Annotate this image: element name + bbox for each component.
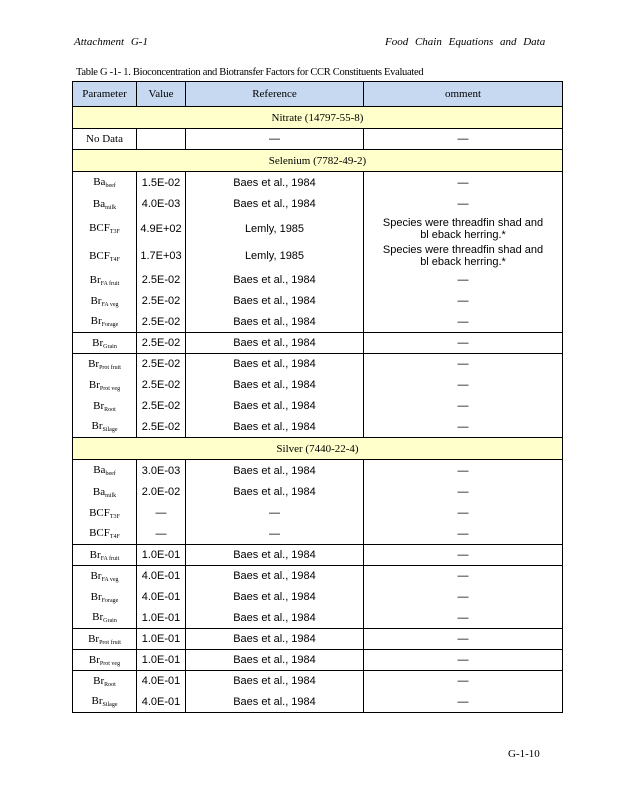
comment-cell: — [364, 375, 563, 396]
parameter-subscript: Prot veg [99, 660, 121, 667]
parameter-symbol: Br [89, 273, 101, 286]
section-title: Nitrate (14797-55-8) [73, 107, 563, 129]
parameter-symbol: Ba [92, 485, 106, 498]
parameter-symbol: Br [90, 315, 102, 328]
parameter-symbol: No Data [86, 132, 123, 145]
comment-cell: Species were threadfin shad and bl eback herring.* [364, 243, 563, 270]
table-header-row [73, 82, 563, 107]
comment-cell: — [364, 396, 563, 417]
parameter-subscript: T3F [109, 229, 120, 235]
table-row [73, 333, 563, 354]
value-cell: 2.5E-02 [137, 375, 186, 396]
parameter-subscript: FA veg [101, 576, 119, 583]
value-cell: 4.0E-01 [137, 587, 186, 608]
value-cell: 1.0E-01 [137, 545, 186, 566]
value-cell: 4.0E-01 [137, 671, 186, 692]
parameter-subscript: Grain [103, 618, 117, 625]
parameter-subscript: milk [105, 492, 117, 499]
table-row [73, 243, 563, 270]
parameter-subscript: Silage [102, 702, 118, 709]
table-row [73, 671, 563, 692]
table-row [73, 291, 563, 312]
parameter-subscript: T4F [109, 256, 120, 263]
value-cell: 1.0E-01 [137, 608, 186, 629]
comment-cell: — [364, 354, 563, 375]
reference-cell: Baes et al., 1984 [186, 608, 364, 629]
value-cell: 2.0E-02 [137, 482, 186, 503]
table-row [73, 650, 563, 671]
value-cell: 2.5E-02 [137, 333, 186, 354]
reference-cell: Baes et al., 1984 [186, 375, 364, 396]
parameter-cell [73, 396, 137, 417]
value-cell [137, 129, 186, 150]
table-row [73, 692, 563, 713]
comment-cell: — [364, 270, 563, 291]
parameter-cell [73, 482, 137, 503]
reference-cell: Baes et al., 1984 [186, 671, 364, 692]
parameter-symbol: Br [90, 294, 102, 307]
reference-cell: Lemly, 1985 [186, 243, 364, 270]
table-row [73, 460, 563, 482]
reference-cell: Baes et al., 1984 [186, 417, 364, 438]
value-cell: 1.5E-02 [137, 172, 186, 194]
parameter-cell [73, 566, 137, 587]
parameter-subscript: Forage [101, 322, 119, 329]
reference-cell: Baes et al., 1984 [186, 482, 364, 503]
parameter-cell [73, 650, 137, 671]
column-header-reference: Reference [186, 82, 364, 107]
parameter-subscript: T4F [109, 534, 120, 541]
parameter-symbol: Ba [93, 176, 106, 189]
reference-cell: Baes et al., 1984 [186, 692, 364, 713]
value-cell: 4.0E-03 [137, 194, 186, 215]
column-header-comment: omment [364, 82, 563, 107]
parameter-symbol: Br [92, 611, 104, 624]
comment-cell: — [364, 312, 563, 333]
parameter-cell [73, 172, 137, 194]
comment-cell: — [364, 671, 563, 692]
comment-cell: — [364, 503, 563, 524]
parameter-symbol: Br [88, 653, 100, 666]
value-cell: 2.5E-02 [137, 417, 186, 438]
page-number: G-1-10 [508, 748, 540, 760]
comment-cell: — [364, 482, 563, 503]
parameter-subscript: T3F [109, 513, 120, 520]
reference-cell: Baes et al., 1984 [186, 194, 364, 215]
parameter-cell [73, 671, 137, 692]
parameter-subscript: FA veg [101, 301, 119, 308]
table-row [73, 215, 563, 243]
table-row [73, 587, 563, 608]
value-cell: 2.5E-02 [137, 396, 186, 417]
section-header-row [73, 107, 563, 129]
parameter-symbol: BCF [89, 249, 110, 262]
table-row [73, 608, 563, 629]
reference-cell: Baes et al., 1984 [186, 545, 364, 566]
parameter-subscript: Prot fruit [99, 639, 121, 646]
reference-cell: Baes et al., 1984 [186, 291, 364, 312]
comment-cell: — [364, 417, 563, 438]
comment-cell: — [364, 566, 563, 587]
parameter-subscript: Prot fruit [99, 364, 121, 371]
reference-cell: Baes et al., 1984 [186, 460, 364, 482]
parameter-subscript: Forage [101, 597, 119, 604]
parameter-subscript: Prot veg [99, 385, 121, 392]
table-caption: Table G -1- 1. Bioconcentration and Biotransfer Factors for CCR Constituents Evaluated [76, 67, 424, 78]
table-row [73, 354, 563, 375]
reference-cell: Baes et al., 1984 [186, 587, 364, 608]
parameter-cell [73, 524, 137, 545]
parameter-subscript: milk [105, 204, 117, 211]
value-cell: 2.5E-02 [137, 312, 186, 333]
parameter-symbol: Br [89, 548, 101, 561]
comment-cell: — [364, 608, 563, 629]
table-row [73, 417, 563, 438]
parameter-subscript: beef [105, 183, 116, 190]
parameter-subscript: Root [104, 681, 116, 688]
value-cell: 3.0E-03 [137, 460, 186, 482]
parameter-cell [73, 608, 137, 629]
value-cell: 1.0E-01 [137, 650, 186, 671]
parameter-cell [73, 545, 137, 566]
comment-cell: Species were threadfin shad and bl eback herring.* [364, 215, 563, 243]
value-cell: 1.7E+03 [137, 243, 186, 270]
table-row [73, 396, 563, 417]
comment-cell: — [364, 291, 563, 312]
parameter-cell [73, 215, 137, 243]
comment-cell: — [364, 692, 563, 713]
parameter-symbol: Br [88, 357, 100, 370]
parameter-symbol: Br [88, 378, 100, 391]
parameter-cell [73, 129, 137, 150]
value-cell: — [137, 524, 186, 545]
table-row [73, 312, 563, 333]
value-cell: — [137, 503, 186, 524]
table-row [73, 270, 563, 291]
parameter-cell [73, 312, 137, 333]
value-cell: 2.5E-02 [137, 354, 186, 375]
comment-cell: — [364, 333, 563, 354]
section-header-row [73, 150, 563, 172]
comment-cell: — [364, 172, 563, 194]
reference-cell: Baes et al., 1984 [186, 354, 364, 375]
reference-cell: Baes et al., 1984 [186, 172, 364, 194]
parameter-symbol: Br [90, 569, 102, 582]
table-row [73, 172, 563, 194]
value-cell: 4.0E-01 [137, 692, 186, 713]
section-title: Selenium (7782-49-2) [73, 150, 563, 172]
parameter-subscript: Root [104, 406, 116, 413]
value-cell: 2.5E-02 [137, 270, 186, 291]
parameter-symbol: Ba [92, 197, 106, 210]
comment-cell: — [364, 129, 563, 150]
comment-cell: — [364, 524, 563, 545]
comment-cell: — [364, 587, 563, 608]
parameter-symbol: Ba [93, 464, 106, 477]
parameter-cell [73, 243, 137, 270]
value-cell: 4.0E-01 [137, 566, 186, 587]
reference-cell: — [186, 129, 364, 150]
table-row [73, 375, 563, 396]
parameter-cell [73, 460, 137, 482]
reference-cell: Baes et al., 1984 [186, 270, 364, 291]
parameter-symbol: Br [90, 590, 102, 603]
parameter-symbol: BCF [89, 222, 110, 234]
header-right: Food Chain Equations and Data [385, 36, 546, 48]
parameter-subscript: beef [105, 471, 116, 478]
parameter-cell [73, 333, 137, 354]
comment-cell: — [364, 545, 563, 566]
table-body [73, 107, 563, 713]
parameter-symbol: BCF [89, 527, 110, 540]
column-header-value: Value [137, 82, 186, 107]
parameter-symbol: Br [91, 420, 103, 433]
reference-cell: Baes et al., 1984 [186, 312, 364, 333]
value-cell: 4.9E+02 [137, 215, 186, 243]
factors-table [72, 81, 563, 713]
parameter-subscript: Grain [103, 343, 117, 350]
table-row [73, 503, 563, 524]
parameter-cell [73, 375, 137, 396]
table-row [73, 629, 563, 650]
comment-cell: — [364, 650, 563, 671]
comment-cell: — [364, 460, 563, 482]
parameter-subscript: Silage [102, 427, 118, 434]
value-cell: 1.0E-01 [137, 629, 186, 650]
parameter-subscript: FA fruit [100, 280, 120, 287]
reference-cell: — [186, 503, 364, 524]
table-row [73, 524, 563, 545]
value-cell: 2.5E-02 [137, 291, 186, 312]
table-row [73, 194, 563, 215]
parameter-cell [73, 270, 137, 291]
reference-cell: Baes et al., 1984 [186, 566, 364, 587]
parameter-cell [73, 587, 137, 608]
parameter-symbol: Br [93, 674, 105, 687]
table-row [73, 129, 563, 150]
parameter-subscript: FA fruit [100, 555, 120, 562]
parameter-cell [73, 291, 137, 312]
parameter-cell [73, 354, 137, 375]
header-left: Attachment G-1 [74, 36, 148, 48]
comment-cell: — [364, 194, 563, 215]
reference-cell: Baes et al., 1984 [186, 333, 364, 354]
section-header-row [73, 438, 563, 460]
parameter-cell [73, 629, 137, 650]
parameter-symbol: Br [88, 632, 100, 645]
parameter-symbol: Br [93, 399, 105, 412]
reference-cell: Baes et al., 1984 [186, 650, 364, 671]
parameter-cell [73, 417, 137, 438]
table-row [73, 482, 563, 503]
reference-cell: Baes et al., 1984 [186, 396, 364, 417]
column-header-parameter: Parameter [73, 82, 137, 107]
parameter-cell [73, 194, 137, 215]
table-row [73, 545, 563, 566]
parameter-symbol: Br [92, 336, 104, 349]
reference-cell: Lemly, 1985 [186, 215, 364, 243]
parameter-cell [73, 692, 137, 713]
reference-cell: Baes et al., 1984 [186, 629, 364, 650]
reference-cell: — [186, 524, 364, 545]
section-title: Silver (7440-22-4) [73, 438, 563, 460]
parameter-cell [73, 503, 137, 524]
parameter-symbol: BCF [89, 506, 110, 519]
table-row [73, 566, 563, 587]
comment-cell: — [364, 629, 563, 650]
parameter-symbol: Br [91, 695, 103, 708]
